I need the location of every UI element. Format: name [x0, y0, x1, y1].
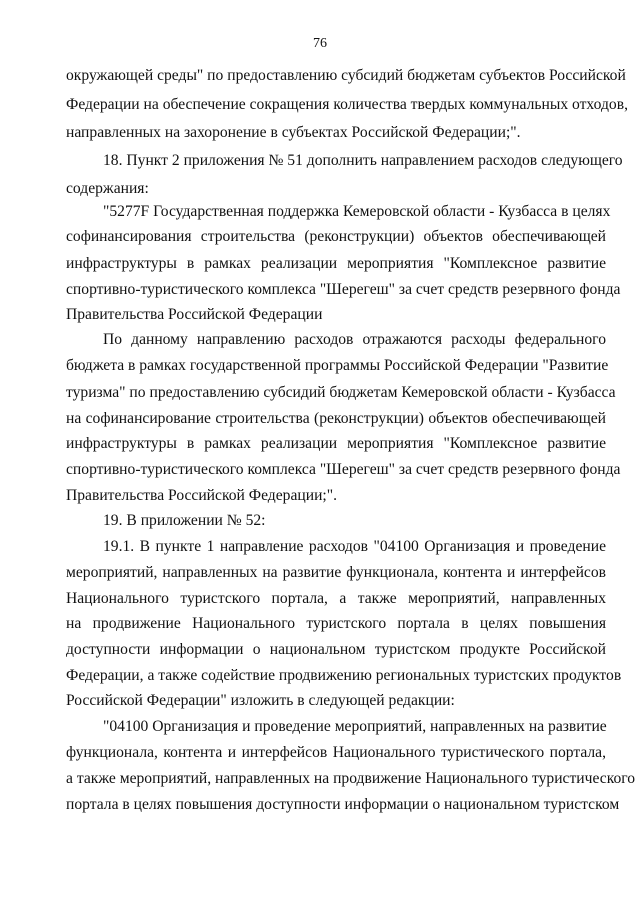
text-line: 18. Пункт 2 приложения № 51 дополнить направлением расходов следующего	[103, 152, 623, 169]
text-line: Национального туристского портала, а также мероприятий, направленных	[66, 590, 606, 607]
text-line: бюджета в рамках государственной программы Российской Федерации "Развитие	[66, 357, 609, 374]
text-line: Федерации, а также содействие продвижению региональных туристских продуктов	[66, 667, 622, 684]
text-line: а также мероприятий, направленных на продвижение Национального туристического	[66, 770, 636, 787]
text-line: Российской Федерации" изложить в следующей редакции:	[66, 692, 455, 709]
text-line: направленных на захоронение в субъектах Российской Федерации;".	[66, 124, 521, 141]
text-line: спортивно-туристического комплекса "Шерегеш" за счет средств резервного фонда	[66, 461, 621, 478]
text-line: инфраструктуры в рамках реализации мероприятия "Комплексное развитие	[66, 435, 606, 452]
text-line: софинансирования строительства (реконструкции) объектов обеспечивающей	[66, 228, 606, 245]
text-line: туризма" по предоставлению субсидий бюджетам Кемеровской области - Кузбасса	[66, 384, 616, 401]
text-line: мероприятий, направленных на развитие функционала, контента и интерфейсов	[66, 564, 606, 581]
text-line: окружающей среды" по предоставлению субсидий бюджетам субъектов Российской	[66, 67, 626, 84]
text-line: "5277F Государственная поддержка Кемеровской области - Кузбасса в целях	[103, 203, 611, 220]
text-line: По данному направлению расходов отражаются расходы федерального	[103, 331, 606, 348]
text-line: спортивно-туристического комплекса "Шерегеш" за счет средств резервного фонда	[66, 281, 621, 298]
text-line: портала в целях повышения доступности информации о национальном туристском	[66, 796, 620, 813]
page-number: 76	[313, 36, 327, 51]
text-line: инфраструктуры в рамках реализации мероприятия "Комплексное развитие	[66, 255, 606, 272]
text-line: Правительства Российской Федерации;".	[66, 487, 338, 504]
text-line: Правительства Российской Федерации	[66, 306, 323, 323]
text-line: содержания:	[66, 180, 149, 197]
text-line: на продвижение Национального туристского портала в целях повышения	[66, 615, 606, 632]
text-line: доступности информации о национальном туристском продукте Российской	[66, 641, 606, 658]
text-line: функционала, контента и интерфейсов Национального туристического портала,	[66, 744, 606, 761]
text-line: на софинансирование строительства (реконструкции) объектов обеспечивающей	[66, 410, 606, 427]
text-line: 19. В приложении № 52:	[103, 512, 266, 529]
text-line: 19.1. В пункте 1 направление расходов "04100 Организация и проведение	[103, 538, 606, 555]
text-line: Федерации на обеспечение сокращения количества твердых коммунальных отходов,	[66, 96, 628, 113]
text-line: "04100 Организация и проведение мероприятий, направленных на развитие	[103, 718, 607, 735]
